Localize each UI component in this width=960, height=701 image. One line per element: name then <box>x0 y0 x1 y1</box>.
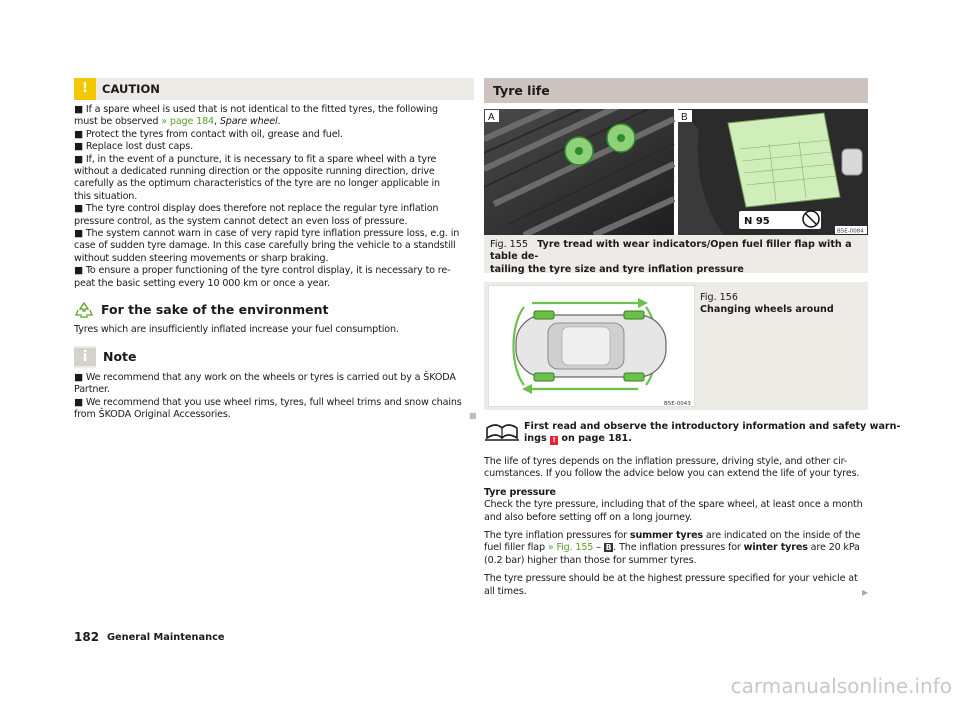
note-line: ■ We recommend that any work on the wheels or tyres is carried out by a ŠKODA <box>74 372 456 383</box>
filler-cap <box>842 149 862 175</box>
fig-link[interactable]: » Fig. 155 <box>547 542 594 554</box>
info-icon: i <box>74 346 96 368</box>
caution-line: ■ Protect the tyres from contact with oil, grease and fuel. <box>74 128 343 140</box>
caution-body <box>74 104 474 290</box>
fig155-caption-box <box>484 235 868 273</box>
warning-mini-icon: ! <box>550 436 558 445</box>
page-number: 182 <box>74 630 100 644</box>
caution-line: carefully as the optimum characteristics of the tyre are no longer applicable in <box>74 178 440 190</box>
note-line: ■ We recommend that you use wheel rims, tyres, full wheel trims and snow chains <box>74 396 462 408</box>
read-book-icon <box>485 420 519 442</box>
environment-title: For the sake of the environment <box>101 302 329 317</box>
fig155-code: B5E-0084 <box>837 228 864 235</box>
fuel-grade-label: N 95 <box>744 216 770 227</box>
note-title: Note <box>103 349 137 364</box>
intro-text: First read and observe the introductory information and safety warn- ings ! on page 181. <box>524 421 901 445</box>
caution-line: ■ The tyre control display does therefore not replace the regular tyre inflation <box>74 203 439 215</box>
fig156-caption: Fig. 156 Changing wheels around <box>700 292 834 316</box>
fig155-caption: Fig. 155 Tyre tread with wear indicators/Open fuel filler flap with a table de- tailing the tyre size and tyre inflation pressure <box>490 239 852 275</box>
wheel-front-left <box>534 311 554 319</box>
caution-line: pressure control, as the system cannot detect an even loss of pressure. <box>74 215 408 227</box>
tyre-life-body: The life of tyres depends on the inflation pressure, driving style, and other cir- cumstances. If you follow the advice below you can extend the life of your tyres. Tyre pressure Check the tyre pressure, including that of the spare wheel, at least once a month and also before setting off on a long journey. The tyre inflation pressures for summer tyres are indicated on the inside of the fuel filler flap » Fig. 155 – B . The inflation pressures for winter tyres are 20 kPa (0.2 bar) higher than those for summer tyres. The tyre pressure should be at the highest pressure specified for your vehicle at all times. <box>484 456 868 598</box>
caution-line: peat the basic setting every 10 000 km or once a year. <box>74 277 330 289</box>
caution-line: ■ If a spare wheel is used that is not identical to the fitted tyres, the following <box>74 104 439 115</box>
fig155-image <box>484 109 868 235</box>
caution-line: case of sudden tyre damage. In this case carefully bring the vehicle to a standstill <box>74 240 456 252</box>
caution-title: CAUTION <box>102 82 160 96</box>
pressure-table <box>728 113 840 207</box>
tyre-life-title: Tyre life <box>493 83 550 98</box>
note-body <box>74 372 474 422</box>
caution-line: ■ If, in the event of a puncture, it is necessary to fit a spare wheel with a tyre <box>74 153 437 165</box>
fig155-label-b: B <box>681 112 688 123</box>
caution-line: ■ To ensure a proper functioning of the tyre control display, it is necessary to re- <box>74 265 451 277</box>
fig155-label-a: A <box>488 112 495 123</box>
warning-triangle-icon: ! <box>74 78 96 100</box>
tyre-life-header <box>484 78 868 103</box>
fig-part-box: B <box>605 543 612 553</box>
fig156-image <box>488 285 695 407</box>
recycle-icon <box>74 301 94 319</box>
wheel-rear-left <box>624 311 644 319</box>
wheel-rear-right <box>624 373 644 381</box>
footer-section: General Maintenance <box>107 632 225 643</box>
caution-header <box>74 78 474 100</box>
caution-line: this situation. <box>74 190 138 202</box>
environment-text: Tyres which are insufficiently inflated increase your fuel consumption. <box>74 324 399 335</box>
caution-line: must be observed » page 184, Spare wheel. <box>74 116 281 128</box>
end-marker-icon: ■ <box>469 411 477 420</box>
caution-line: ■ Replace lost dust caps. <box>74 141 193 153</box>
page-link[interactable]: » page 184 <box>161 116 215 128</box>
car-top-view <box>516 311 666 381</box>
caution-line: ■ The system cannot warn in case of very rapid tyre inflation pressure loss, e.g. in <box>74 228 460 240</box>
caution-line: without sudden steering movements or sharp braking. <box>74 252 329 264</box>
caution-line: without a dedicated running direction or the opposite running direction, drive <box>74 166 435 178</box>
note-line: from ŠKODA Original Accessories. <box>74 409 231 421</box>
fig156-code: B5E-0043 <box>664 401 691 407</box>
wheel-front-right <box>534 373 554 381</box>
pressure-heading: Tyre pressure <box>484 486 556 498</box>
continue-arrow-icon: ▶ <box>862 588 869 597</box>
note-line: Partner. <box>74 384 110 396</box>
watermark: carmanualsonline.info <box>730 674 952 698</box>
